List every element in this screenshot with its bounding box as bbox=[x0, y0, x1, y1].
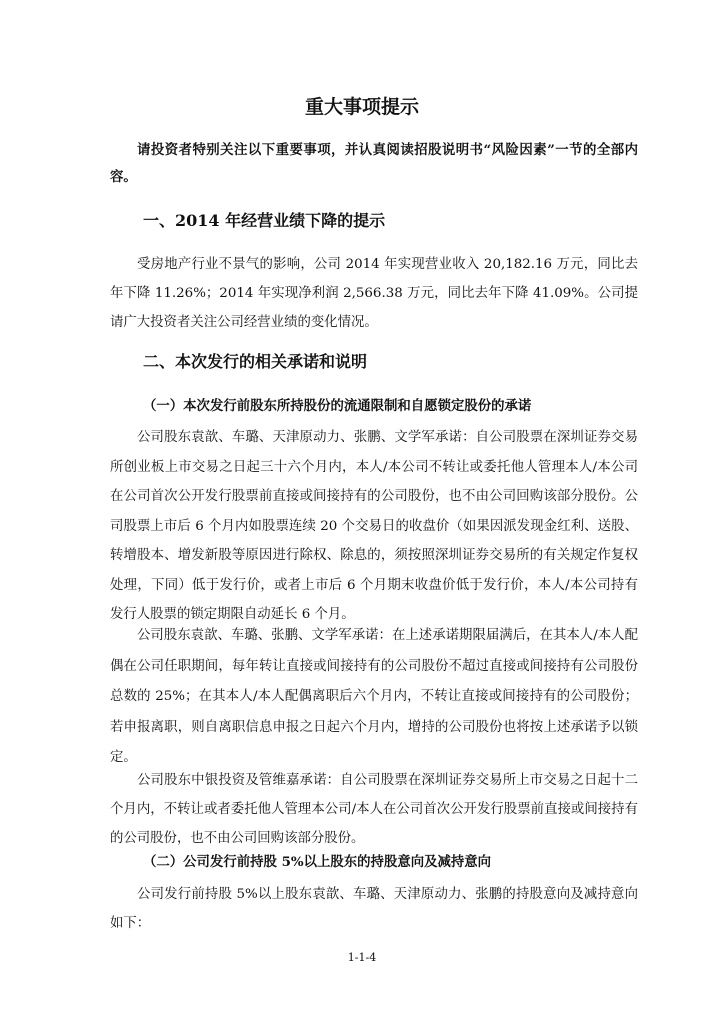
section1-paragraph: 受房地产行业不景气的影响，公司 2014 年实现营业收入 20,182.16 万元，同比去年下降 11.26%；2014 年实现净利润 2,566.38 万元，同比去年下降 41.09%。公司提请广大投资者关注公司经营业绩的变化情况。 bbox=[110, 257, 638, 330]
subsection1-heading: （一）本次发行前股东所持股份的流通限制和自愿锁定股份的承诺 bbox=[143, 398, 532, 414]
shareholding-intent-paragraph: 公司发行前持股 5%以上股东袁歆、车璐、天津原动力、张鹏的持股意向及减持意向如下： bbox=[110, 887, 638, 931]
lockup-commitment-paragraph: 公司股东袁歆、车璐、天津原动力、张鹏、文学军承诺：自公司股票在深圳证券交易所创业板上市交易之日起三十六个月内，本人/本公司不转让或委托他人管理本人/本公司在公司首次公开发行股票前直接或间接持有的公司股份，也不由公司回购该部分股份。公司股票上市后 6 个月内如股票连续 20 个交易日的收盘价（如果因派发现金红利、送股、转增股本、增发新股等原因进行除权、除息的，须按照深圳证券交易所的有关规定作复权处理，下同）低于发行价，或者上市后 6 个月期末收盘价低于发行价，本人/本公司持有发行人股票的锁定期限自动延长 6 个月。 bbox=[110, 430, 638, 622]
section1-heading: 一、2014 年经营业绩下降的提示 bbox=[143, 211, 386, 230]
document-title: 重大事项提示 bbox=[304, 96, 419, 118]
transfer-limit-paragraph: 公司股东袁歆、车璐、张鹏、文学军承诺：在上述承诺期限届满后，在其本人/本人配偶在公司任职期间，每年转让直接或间接持有的公司股份不超过直接或间接持有公司股份总数的 25%；在其本人/本人配偶离职后六个月内，不转让直接或间接持有的公司股份；若申报离职，则自离职信息申报之日起六个月内，增持的公司股份也将按上述承诺予以锁定。 bbox=[110, 628, 638, 765]
page-number: 1-1-4 bbox=[347, 951, 377, 964]
subsection2-heading: （二）公司发行前持股 5%以上股东的持股意向及减持意向 bbox=[143, 854, 492, 870]
section2-heading: 二、本次发行的相关承诺和说明 bbox=[143, 352, 368, 371]
intro-notice: 请投资者特别关注以下重要事项，并认真阅读招股说明书“风险因素”一节的全部内容。 bbox=[110, 142, 638, 185]
bocgi-commitment-paragraph: 公司股东中银投资及管维嘉承诺：自公司股票在深圳证券交易所上市交易之日起十二个月内，不转让或者委托他人管理本公司/本人在公司首次公开发行股票前直接或间接持有的公司股份，也不由公司回购该部分股份。 bbox=[110, 773, 638, 846]
